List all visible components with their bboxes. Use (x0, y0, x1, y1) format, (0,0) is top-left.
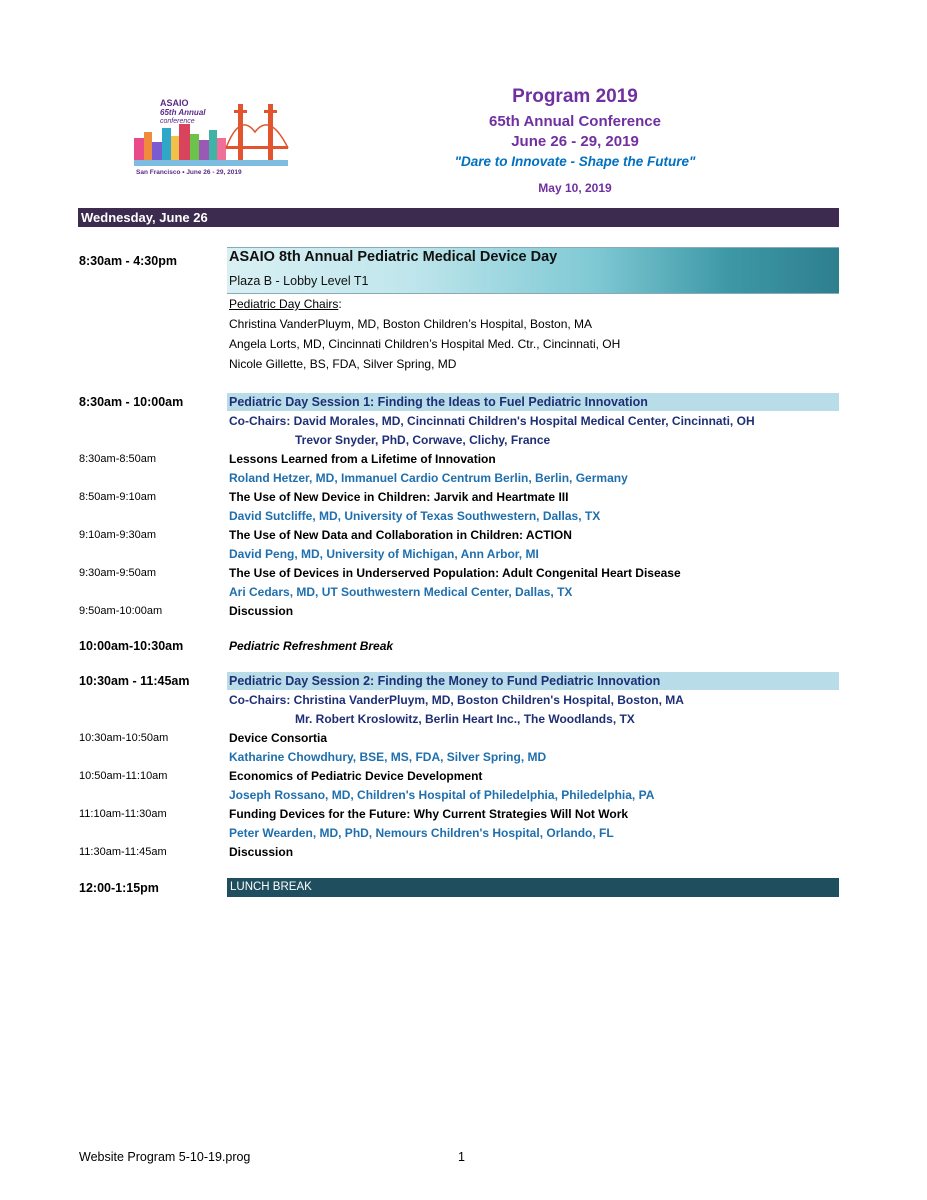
talk-title: The Use of New Device in Children: Jarvik and Heartmate III (229, 490, 569, 504)
refreshment-time: 10:00am-10:30am (79, 639, 184, 653)
talk-time: 9:10am-9:30am (79, 529, 157, 541)
logo-text-annual: 65th Annual (160, 108, 206, 117)
talk-title: Device Consortia (229, 731, 328, 745)
pediatric-day-title: ASAIO 8th Annual Pediatric Medical Device Day (229, 249, 558, 265)
talk-time: 10:30am-10:50am (79, 732, 169, 744)
talk-time: 9:50am-10:00am (79, 605, 163, 617)
chairs-label-line: Pediatric Day Chairs: (229, 297, 342, 311)
chair-item: Nicole Gillette, BS, FDA, Silver Spring, MD (229, 357, 457, 371)
talk-speaker: Ari Cedars, MD, UT Southwestern Medical Center, Dallas, TX (229, 585, 573, 599)
session1-time: 8:30am - 10:00am (79, 395, 184, 409)
session2-cochairs: Co-Chairs: Christina VanderPluym, MD, Boston Children's Hospital, Boston, MA (229, 693, 684, 707)
conference-subtitle: 65th Annual Conference (489, 113, 661, 130)
logo-text-conference: conference (160, 118, 195, 125)
day-heading: Wednesday, June 26 (78, 208, 839, 227)
pediatric-day-location: Plaza B - Lobby Level T1 (229, 274, 369, 288)
session2-time: 10:30am - 11:45am (79, 674, 190, 688)
session1-cochairs: Co-Chairs: David Morales, MD, Cincinnati Children's Hospital Medical Center, Cincinnati, OH (229, 414, 755, 428)
talk-title: Economics of Pediatric Device Development (229, 769, 483, 783)
talk-time: 11:30am-11:45am (79, 846, 167, 858)
talk-speaker: Roland Hetzer, MD, Immanuel Cardio Centrum Berlin, Berlin, Germany (229, 471, 628, 485)
talk-speaker: Katharine Chowdhury, BSE, MS, FDA, Silver Spring, MD (229, 750, 547, 764)
logo-text-footer: San Francisco • June 26 - 29, 2019 (136, 169, 242, 176)
talk-title: The Use of Devices in Underserved Population: Adult Congenital Heart Disease (229, 566, 681, 580)
conference-dates: June 26 - 29, 2019 (511, 133, 639, 150)
talk-title: The Use of New Data and Collaboration in Children: ACTION (229, 528, 572, 542)
talk-title: Lessons Learned from a Lifetime of Innovation (229, 452, 496, 466)
talk-time: 11:10am-11:30am (79, 808, 167, 820)
talk-time: 10:50am-11:10am (79, 770, 168, 782)
session2-cochairs-2: Mr. Robert Kroslowitz, Berlin Heart Inc., The Woodlands, TX (295, 712, 635, 726)
talk-time: 9:30am-9:50am (79, 567, 157, 579)
session1-cochairs-2: Trevor Snyder, PhD, Corwave, Clichy, France (295, 433, 551, 447)
logo-text-asaio: ASAIO (160, 98, 189, 108)
talk-title: Funding Devices for the Future: Why Current Strategies Will Not Work (229, 807, 629, 821)
footer-page-number: 1 (458, 1150, 465, 1164)
talk-speaker: David Peng, MD, University of Michigan, Ann Arbor, MI (229, 547, 539, 561)
chair-item: Christina VanderPluym, MD, Boston Children’s Hospital, Boston, MA (229, 317, 593, 331)
talk-speaker: Peter Wearden, MD, PhD, Nemours Children's Hospital, Orlando, FL (229, 826, 614, 840)
talk-speaker: Joseph Rossano, MD, Children's Hospital of Philedelphia, Philedelphia, PA (229, 788, 655, 802)
program-title: Program 2019 (512, 86, 638, 107)
lunch-time: 12:00-1:15pm (79, 881, 159, 895)
lunch-band: LUNCH BREAK (227, 878, 839, 897)
talk-time: 8:30am-8:50am (79, 453, 157, 465)
refreshment-title: Pediatric Refreshment Break (229, 639, 394, 653)
talk-title: Discussion (229, 604, 294, 618)
session1-title: Pediatric Day Session 1: Finding the Ideas to Fuel Pediatric Innovation (229, 395, 648, 409)
chairs-label: Pediatric Day Chairs (229, 297, 339, 311)
session2-title: Pediatric Day Session 2: Finding the Money to Fund Pediatric Innovation (229, 674, 661, 688)
asaio-conference-logo (130, 98, 292, 176)
footer-filename: Website Program 5-10-19.prog (79, 1150, 251, 1164)
pediatric-day-time: 8:30am - 4:30pm (79, 254, 177, 268)
talk-speaker: David Sutcliffe, MD, University of Texas Southwestern, Dallas, TX (229, 509, 601, 523)
talk-title: Discussion (229, 845, 294, 859)
issue-date: May 10, 2019 (538, 181, 612, 195)
talk-time: 8:50am-9:10am (79, 491, 157, 503)
conference-slogan: "Dare to Innovate - Shape the Future" (454, 154, 696, 169)
chair-item: Angela Lorts, MD, Cincinnati Children’s Hospital Med. Ctr., Cincinnati, OH (229, 337, 621, 351)
